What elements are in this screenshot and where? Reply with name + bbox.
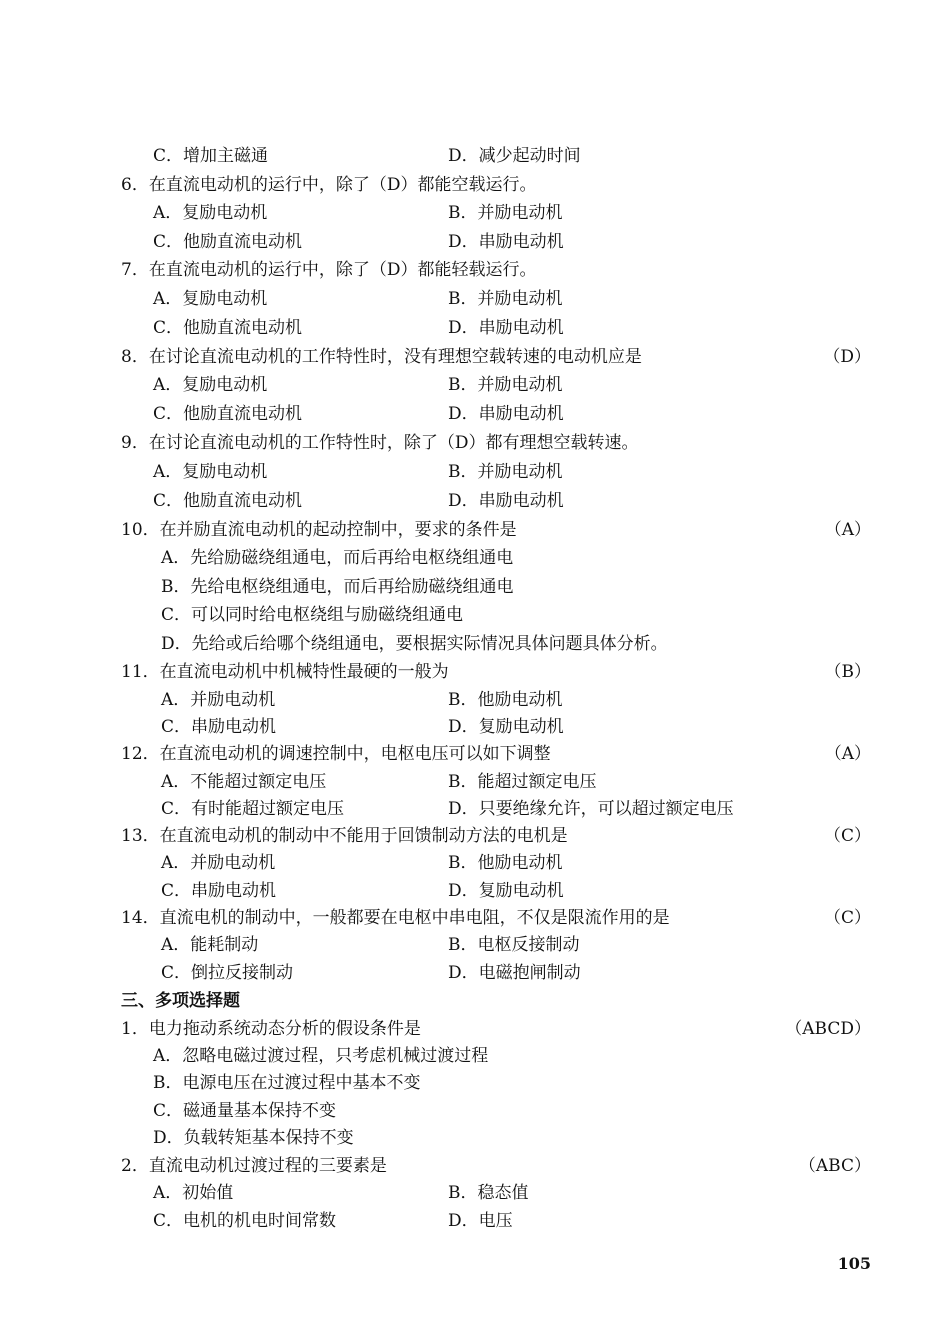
options-row bbox=[0, 487, 950, 515]
options-row bbox=[0, 285, 950, 313]
question-text: 13．在直流电动机的制动中不能用于回馈制动方法的电机是 bbox=[121, 826, 568, 846]
question-text: 7．在直流电动机的运行中，除了（D）都能轻载运行。 bbox=[121, 260, 537, 280]
option-left: A．初始值 bbox=[153, 1183, 234, 1203]
answer-key: （B） bbox=[824, 662, 871, 682]
option-right: B．电枢反接制动 bbox=[448, 935, 580, 955]
option-right: D．复励电动机 bbox=[448, 717, 564, 737]
options-row bbox=[0, 931, 950, 959]
option-left: C．电机的机电时间常数 bbox=[153, 1211, 337, 1231]
option-right: D．串励电动机 bbox=[448, 232, 564, 252]
options-row bbox=[0, 959, 950, 987]
option-right: B．他励电动机 bbox=[448, 690, 563, 710]
option-left: C．他励直流电动机 bbox=[153, 404, 303, 424]
option-right: B．并励电动机 bbox=[448, 375, 563, 395]
option-row bbox=[0, 601, 950, 629]
question-text: 6．在直流电动机的运行中，除了（D）都能空载运行。 bbox=[121, 175, 537, 195]
page-number: 105 bbox=[837, 1254, 871, 1273]
options-row bbox=[0, 458, 950, 486]
answer-key: （A） bbox=[824, 520, 871, 540]
option-left: A．复励电动机 bbox=[153, 375, 268, 395]
question-row bbox=[0, 1015, 950, 1043]
question-text: 8．在讨论直流电动机的工作特性时，没有理想空载转速的电动机应是 bbox=[121, 347, 642, 367]
options-row bbox=[0, 314, 950, 342]
section-heading: 三、多项选择题 bbox=[121, 991, 240, 1011]
options-row bbox=[0, 1097, 950, 1125]
option-left: C．串励电动机 bbox=[161, 717, 277, 737]
question-text: 11．在直流电动机中机械特性最硬的一般为 bbox=[121, 662, 449, 682]
answer-key: （D） bbox=[823, 347, 871, 367]
question-row bbox=[0, 1152, 950, 1180]
option-right: D．电压 bbox=[448, 1211, 513, 1231]
option-text: A．先给励磁绕组通电，而后再给电枢绕组通电 bbox=[161, 548, 514, 568]
options-row bbox=[0, 849, 950, 877]
option-right: D．串励电动机 bbox=[448, 404, 564, 424]
option-right: D．复励电动机 bbox=[448, 881, 564, 901]
option-right: B．稳态值 bbox=[448, 1183, 529, 1203]
option-left: A．复励电动机 bbox=[153, 203, 268, 223]
option-row bbox=[0, 573, 950, 601]
question-text: 12．在直流电动机的调速控制中，电枢电压可以如下调整 bbox=[121, 744, 551, 764]
options-row bbox=[0, 1124, 950, 1152]
option-left: A．忽略电磁过渡过程，只考虑机械过渡过程 bbox=[153, 1046, 489, 1066]
option-text: D．先给或后给哪个绕组通电，要根据实际情况具体问题具体分析。 bbox=[161, 634, 668, 654]
options-row bbox=[0, 1069, 950, 1097]
question-text: 2．直流电动机过渡过程的三要素是 bbox=[121, 1156, 387, 1176]
options-row bbox=[0, 1042, 950, 1070]
option-left: D．负载转矩基本保持不变 bbox=[153, 1128, 354, 1148]
option-left: A．不能超过额定电压 bbox=[161, 772, 327, 792]
option-left: C．他励直流电动机 bbox=[153, 232, 303, 252]
options-row bbox=[0, 142, 950, 170]
answer-key: （ABC） bbox=[798, 1156, 871, 1176]
option-right: B．并励电动机 bbox=[448, 289, 563, 309]
question-row bbox=[0, 740, 950, 768]
option-left: B．电源电压在过渡过程中基本不变 bbox=[153, 1073, 421, 1093]
options-row bbox=[0, 1207, 950, 1235]
option-left: A．并励电动机 bbox=[161, 853, 276, 873]
options-row bbox=[0, 400, 950, 428]
options-row bbox=[0, 713, 950, 741]
option-left: A．并励电动机 bbox=[161, 690, 276, 710]
option-row bbox=[0, 544, 950, 572]
option-left: A．能耗制动 bbox=[161, 935, 259, 955]
option-left: C．磁通量基本保持不变 bbox=[153, 1101, 337, 1121]
options-row bbox=[0, 228, 950, 256]
option-right: B．并励电动机 bbox=[448, 203, 563, 223]
question-row bbox=[0, 516, 950, 544]
answer-key: （ABCD） bbox=[785, 1019, 871, 1039]
option-right: D．减少起动时间 bbox=[448, 146, 581, 166]
question-row bbox=[0, 822, 950, 850]
option-left: C．他励直流电动机 bbox=[153, 318, 303, 338]
option-left: C．他励直流电动机 bbox=[153, 491, 303, 511]
option-right: D．只要绝缘允许，可以超过额定电压 bbox=[448, 799, 734, 819]
option-right: B．能超过额定电压 bbox=[448, 772, 597, 792]
option-right: D．串励电动机 bbox=[448, 318, 564, 338]
question-row bbox=[0, 343, 950, 371]
option-right: D．串励电动机 bbox=[448, 491, 564, 511]
question-text: 9．在讨论直流电动机的工作特性时，除了（D）都有理想空载转速。 bbox=[121, 433, 639, 453]
question-text: 10．在并励直流电动机的起动控制中，要求的条件是 bbox=[121, 520, 517, 540]
option-right: D．电磁抱闸制动 bbox=[448, 963, 581, 983]
options-row bbox=[0, 199, 950, 227]
option-text: C．可以同时给电枢绕组与励磁绕组通电 bbox=[161, 605, 464, 625]
options-row bbox=[0, 768, 950, 796]
question-row bbox=[0, 256, 950, 284]
question-text: 14．直流电机的制动中，一般都要在电枢中串电阻，不仅是限流作用的是 bbox=[121, 908, 670, 928]
option-left: C．增加主磁通 bbox=[153, 146, 269, 166]
option-left: A．复励电动机 bbox=[153, 289, 268, 309]
question-row bbox=[0, 658, 950, 686]
option-text: B．先给电枢绕组通电，而后再给励磁绕组通电 bbox=[161, 577, 514, 597]
option-left: C．有时能超过额定电压 bbox=[161, 799, 345, 819]
option-row bbox=[0, 630, 950, 658]
option-right: B．他励电动机 bbox=[448, 853, 563, 873]
option-left: A．复励电动机 bbox=[153, 462, 268, 482]
section-heading-row bbox=[0, 987, 950, 1015]
answer-key: （C） bbox=[823, 826, 871, 846]
question-row bbox=[0, 171, 950, 199]
options-row bbox=[0, 371, 950, 399]
answer-key: （A） bbox=[824, 744, 871, 764]
option-left: C．倒拉反接制动 bbox=[161, 963, 294, 983]
question-row bbox=[0, 429, 950, 457]
options-row bbox=[0, 686, 950, 714]
option-left: C．串励电动机 bbox=[161, 881, 277, 901]
options-row bbox=[0, 795, 950, 823]
question-row bbox=[0, 904, 950, 932]
options-row bbox=[0, 877, 950, 905]
answer-key: （C） bbox=[823, 908, 871, 928]
question-text: 1．电力拖动系统动态分析的假设条件是 bbox=[121, 1019, 421, 1039]
options-row bbox=[0, 1179, 950, 1207]
option-right: B．并励电动机 bbox=[448, 462, 563, 482]
